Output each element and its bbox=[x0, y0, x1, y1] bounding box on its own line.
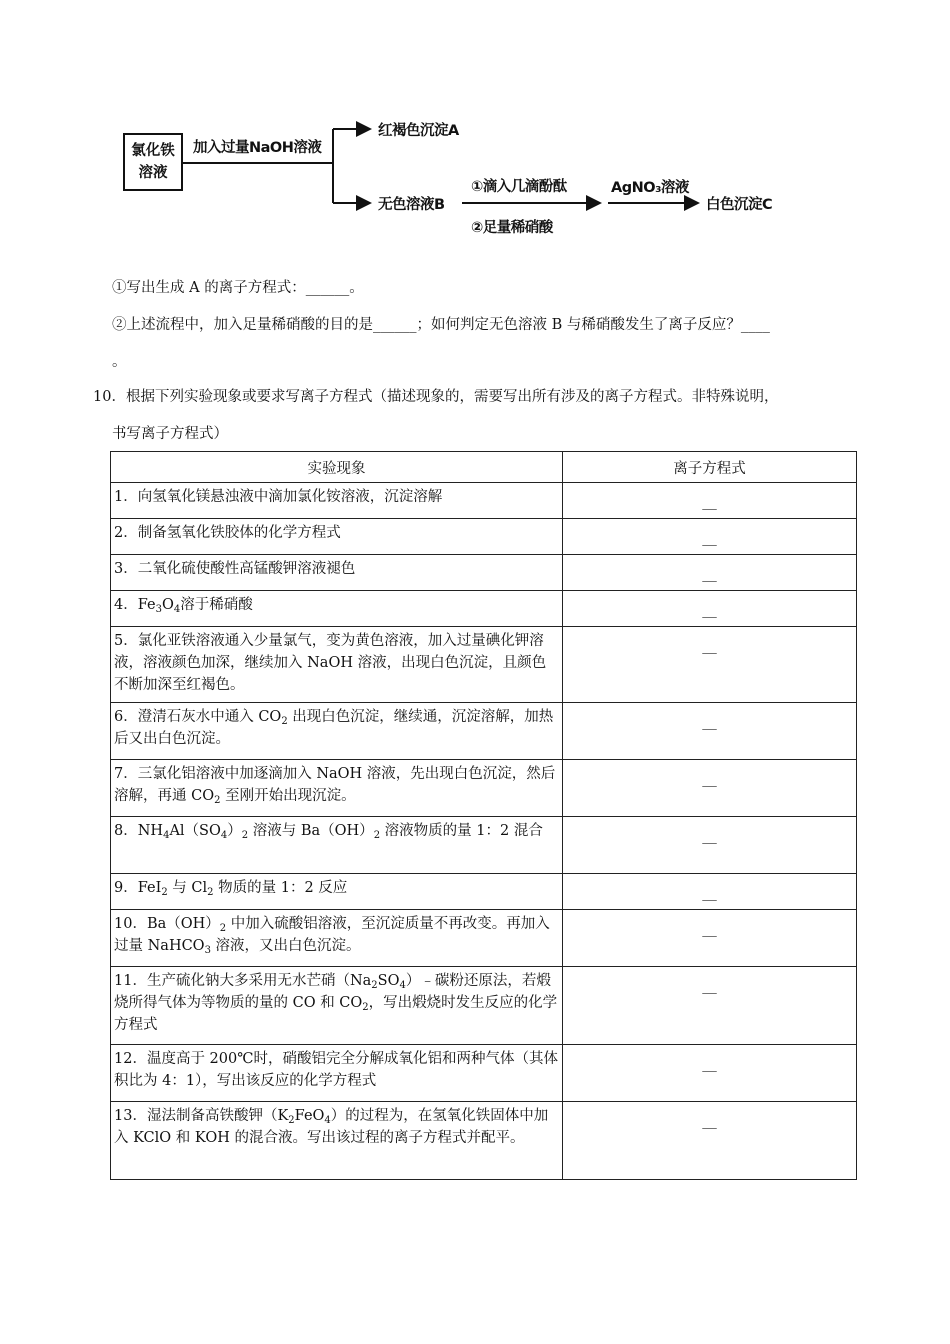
q10-stem-line1: 10．根据下列实验现象或要求写离子方程式（描述现象的，需要写出所有涉及的离子方程式。非特殊说明， bbox=[93, 389, 779, 405]
answer-blank[interactable]: __ bbox=[563, 703, 857, 760]
q9-sub2: ②上述流程中，加入足量稀硝酸的目的是______；如何判定无色溶液 B 与稀硝酸发生了离子反应？____ bbox=[112, 317, 770, 333]
row-text: 6．澄清石灰水中通入 $CO_2$ 出现白色沉淀，继续通，沉淀溶解，加热后又出白色沉淀。 bbox=[111, 703, 563, 760]
start-box bbox=[123, 133, 183, 191]
row-text: 11．生产硫化钠大多采用无水芒硝$(Na_2SO_4)﹣$碳粉还原法，若煅烧所得气体为等物质的量的 CO 和 $CO_2$，写出煅烧时发生反应的化学方程式 bbox=[111, 967, 563, 1045]
header-equation: 离子方程式 bbox=[563, 452, 857, 483]
answer-blank[interactable]: __ bbox=[563, 591, 857, 627]
row-text: 7．三氯化铝溶液中加逐滴加入 NaOH 溶液，先出现白色沉淀，然后溶解，再通 $CO_2$ 至刚开始出现沉淀。 bbox=[111, 760, 563, 817]
row-text: 1．向氢氧化镁悬浊液中滴加氯化铵溶液，沉淀溶解 bbox=[111, 483, 563, 519]
table-row bbox=[111, 483, 857, 519]
flow-arrows bbox=[0, 0, 950, 250]
product-c-label: 白色沉淀C bbox=[706, 197, 773, 213]
step1-label: 加入过量NaOH溶液 bbox=[193, 140, 322, 156]
table-row bbox=[111, 1102, 857, 1180]
row-text: 8．$NH_4Al(SO_4)_2$ 溶液与 $Ba(OH)_2$ 溶液物质的量 1：2 混合 bbox=[111, 817, 563, 874]
table-header-row bbox=[111, 452, 857, 483]
row-text: 12．温度高于 200℃时，硝酸铝完全分解成氧化铝和两种气体（其体积比为 4：1），写出该反应的化学方程式 bbox=[111, 1045, 563, 1102]
table-row bbox=[111, 910, 857, 967]
op2-label: ②足量稀硝酸 bbox=[471, 220, 553, 236]
q9-sub2-end: 。 bbox=[112, 354, 127, 370]
product-b-label: 无色溶液B bbox=[378, 197, 445, 213]
header-phenomenon: 实验现象 bbox=[111, 452, 563, 483]
answer-blank[interactable]: __ bbox=[563, 1102, 857, 1180]
table-row bbox=[111, 591, 857, 627]
table-row bbox=[111, 703, 857, 760]
answer-blank[interactable]: __ bbox=[563, 910, 857, 967]
answer-blank[interactable]: __ bbox=[563, 817, 857, 874]
row-text: 5．氯化亚铁溶液通入少量氯气，变为黄色溶液，加入过量碘化钾溶液，溶液颜色加深，继续加入 NaOH 溶液，出现白色沉淀，且颜色不断加深至红褐色。 bbox=[111, 627, 563, 703]
row-text: 10．$Ba(OH)_2$ 中加入硫酸铝溶液，至沉淀质量不再改变。再加入过量 NaHCO$_3$ 溶液，又出白色沉淀。 bbox=[111, 910, 563, 967]
table-row bbox=[111, 874, 857, 910]
q9-sub1: ①写出生成 A 的离子方程式：______。 bbox=[112, 280, 364, 296]
table-row bbox=[111, 627, 857, 703]
table-row bbox=[111, 555, 857, 591]
row-text: 3．二氧化硫使酸性高锰酸钾溶液褪色 bbox=[111, 555, 563, 591]
row-text: 9．FeI$_2$ 与 $Cl_2$ 物质的量 1：2 反应 bbox=[111, 874, 563, 910]
answer-blank[interactable]: __ bbox=[563, 627, 857, 703]
table-row bbox=[111, 760, 857, 817]
row-text: 13．湿法制备高铁酸钾$(K_2FeO_4)$的过程为，在氢氧化铁固体中加入 KClO 和 KOH 的混合液。写出该过程的离子方程式并配平。 bbox=[111, 1102, 563, 1180]
row-text: 2．制备氢氧化铁胶体的化学方程式 bbox=[111, 519, 563, 555]
reagent-label: AgNO₃溶液 bbox=[611, 180, 689, 196]
start-label-2: 溶液 bbox=[138, 165, 168, 181]
answer-blank[interactable]: __ bbox=[563, 760, 857, 817]
start-label-1: 氯化铁 bbox=[131, 143, 175, 159]
q10-stem-line2: 书写离子方程式） bbox=[112, 426, 228, 442]
row-text: 4．$Fe_3O_4$溶于稀硝酸 bbox=[111, 591, 563, 627]
table-row bbox=[111, 967, 857, 1045]
answer-blank[interactable]: __ bbox=[563, 967, 857, 1045]
product-a-label: 红褐色沉淀A bbox=[378, 123, 459, 139]
answer-blank[interactable]: __ bbox=[563, 519, 857, 555]
table-row bbox=[111, 817, 857, 874]
table-row bbox=[111, 1045, 857, 1102]
reaction-table bbox=[110, 451, 857, 1180]
answer-blank[interactable]: __ bbox=[563, 555, 857, 591]
answer-blank[interactable]: __ bbox=[563, 483, 857, 519]
op1-label: ①滴入几滴酚酞 bbox=[471, 179, 567, 195]
table-row bbox=[111, 519, 857, 555]
answer-blank[interactable]: __ bbox=[563, 874, 857, 910]
answer-blank[interactable]: __ bbox=[563, 1045, 857, 1102]
